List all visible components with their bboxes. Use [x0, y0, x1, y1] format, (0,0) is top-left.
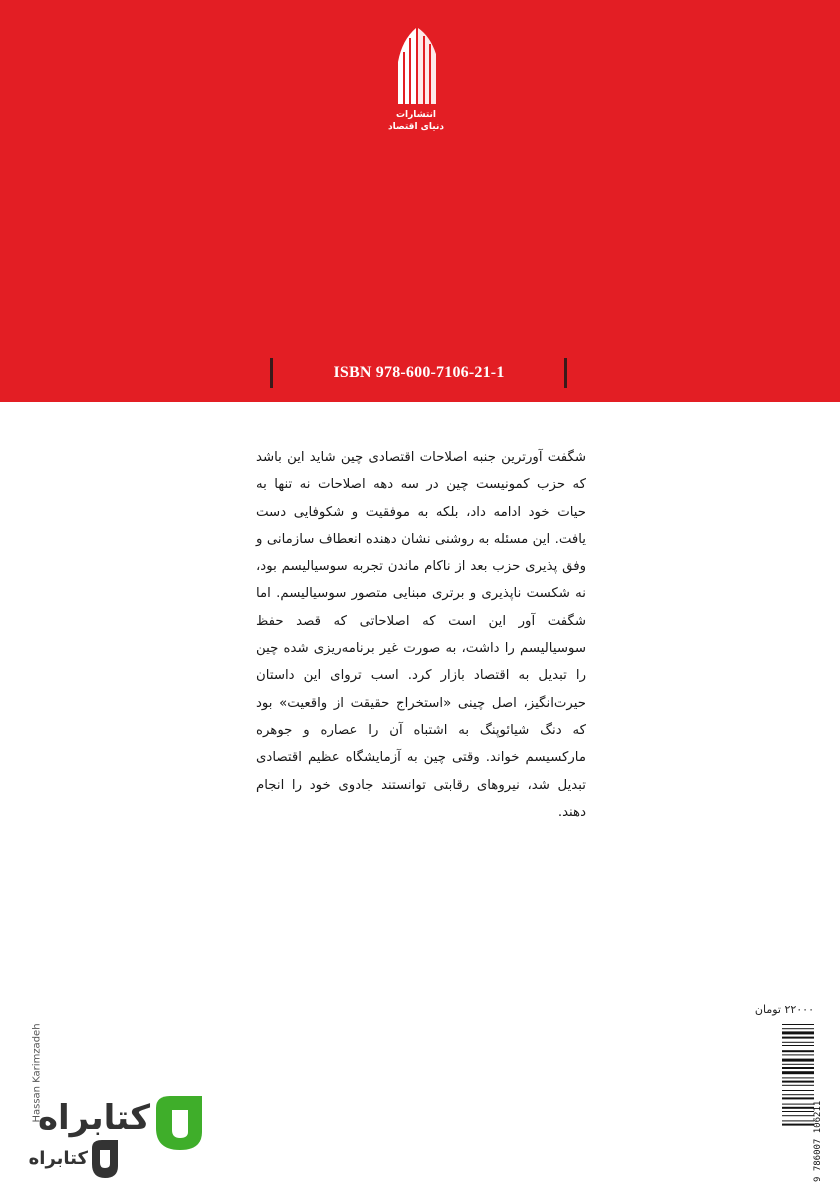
isbn-number: ISBN 978-600-7106-21-1 — [333, 364, 505, 381]
price-label: ۲۲۰۰۰ تومان — [754, 1003, 814, 1016]
barcode-digits: 9 786007 106211 — [813, 1100, 823, 1182]
author-credit-text: Hassan Karimzadeh — [31, 1023, 43, 1123]
barcode-icon — [782, 1022, 824, 1184]
back-cover-description: شگفت آورترین جنبه اصلاحات اقتصادی چین شاید این باشد که حزب کمونیست چین در سه دهه اصلاحات نه تنها به حیات خود ادامه داد، بلکه به موفقیت و شکوفایی دست یافت. این مسئله به روشنی نشان دهنده انعطاف سازمانی و وفق پذیری حزب بعد از ناکام ماندن تجربه سوسیالیسم بود، نه شکست ناپذیری و برتری مبنایی متصور سوسیالیسم. اما شگفت آور این است که اصلاحاتی که قصد حفظ سوسیالیسم را داشت، به صورت غیر برنامه‌ریزی شده چین را تبدیل به اقتصاد بازار کرد. اسب تروای این داستان حیرت‌انگیز، اصل چینی «استخراج حقیقت از واقعیت» بود که دنگ شیائوپنگ به اشتباه آن را عصاره و جوهره مارکسیسم خواند. وقتی چین به آزمایشگاه عظیم اقتصادی تبدیل شد، نیروهای رقابتی توانستند جادوی خود را انجام دهند. — [256, 450, 586, 820]
isbn-right-divider — [564, 358, 567, 388]
watermark-text-large: کتابراه — [37, 1098, 150, 1138]
leaf-logo-icon — [150, 1092, 208, 1154]
publisher-name-line2: دنیای اقتصاد — [388, 122, 444, 132]
watermark-text-small: کتابراه — [28, 1148, 88, 1169]
isbn-left-divider — [270, 358, 273, 388]
publisher-name-line1: انتشارات — [396, 110, 436, 120]
leaf-logo-small-icon — [88, 1136, 122, 1182]
